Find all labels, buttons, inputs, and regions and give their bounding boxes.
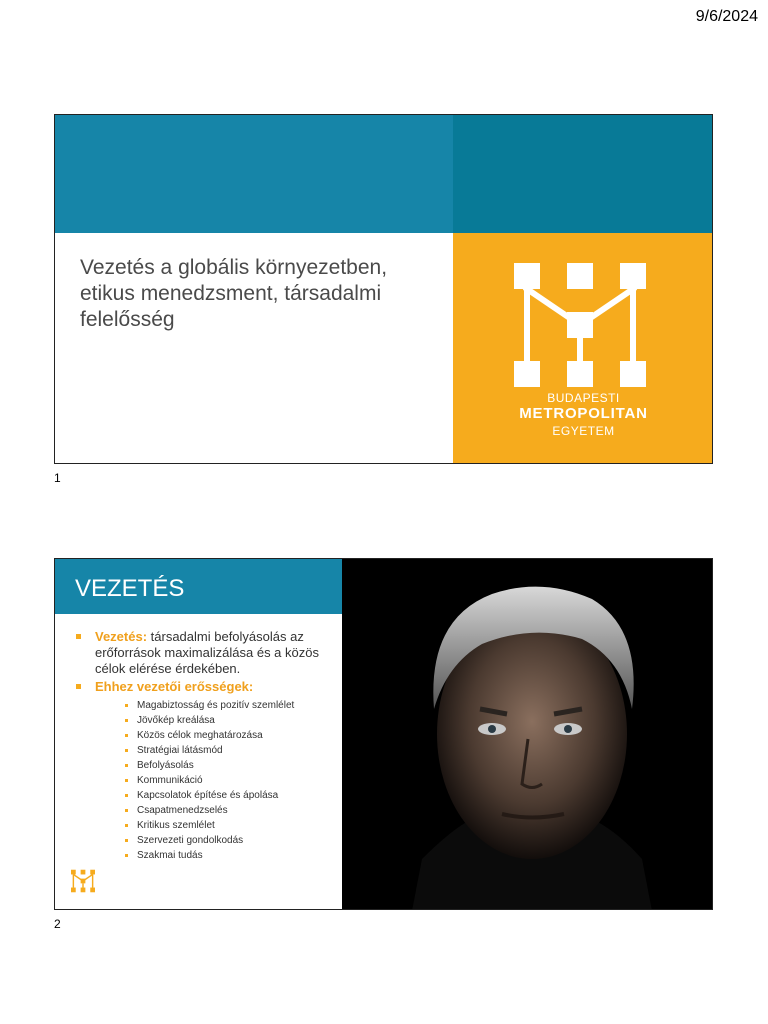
slide-title: Vezetés a globális környezetben, etikus menedzsment, társadalmi felelősség [80, 256, 388, 331]
bullet-text: társadalmi befolyásolás az erőforrások maximalizálása és a közös célok elérése érdekében. [95, 629, 319, 676]
list-item [95, 833, 335, 848]
bullet-square-icon [125, 809, 128, 812]
list-item [95, 713, 335, 728]
list-item-label: Jövőkép kreálása [137, 715, 215, 726]
bullet-square-icon [125, 839, 128, 842]
list-item [95, 743, 335, 758]
list-item-label: Magabiztosság és pozitív szemlélet [137, 700, 295, 711]
bullet-square-icon [125, 824, 128, 827]
list-item [95, 848, 335, 863]
title-bar [55, 559, 342, 614]
slide-number-2: 2 [54, 917, 61, 931]
header-band [55, 115, 453, 233]
slide-1 [54, 114, 713, 464]
slide-number-1: 1 [54, 471, 61, 485]
bullet-square-icon [125, 719, 128, 722]
strengths-list [95, 698, 335, 863]
list-item [95, 788, 335, 803]
list-item-label: Befolyásolás [137, 760, 194, 771]
list-item [95, 803, 335, 818]
bullet-keyword: Ehhez vezetői erősségek: [95, 679, 254, 694]
bullet-square-icon [125, 794, 128, 797]
list-item-label: Stratégiai látásmód [137, 745, 223, 756]
slide-title: VEZETÉS [75, 575, 185, 602]
bullet-square-icon [125, 764, 128, 767]
bme-logo-icon [514, 263, 646, 387]
list-item-label: Kritikus szemlélet [137, 820, 215, 831]
logo-panel [453, 233, 713, 464]
bullet-square-icon [76, 634, 81, 639]
list-item [95, 758, 335, 773]
portrait-image [342, 559, 713, 910]
bullet-square-icon [125, 779, 128, 782]
list-item-label: Kommunikáció [137, 775, 203, 786]
bullet-definition [73, 629, 335, 677]
logo-text-line3: EGYETEM [552, 424, 615, 438]
bullet-keyword: Vezetés: [95, 629, 148, 644]
bullet-square-icon [125, 854, 128, 857]
bullet-strengths [73, 679, 335, 863]
bullet-square-icon [125, 749, 128, 752]
list-item [95, 818, 335, 833]
bullet-square-icon [125, 734, 128, 737]
list-item-label: Szervezeti gondolkodás [137, 835, 244, 846]
logo-text-line1: BUDAPESTI [547, 391, 620, 405]
list-item-label: Csapatmenedzselés [137, 805, 228, 816]
portrait-photo [342, 559, 713, 910]
list-item-label: Közös célok meghatározása [137, 730, 263, 741]
list-item [95, 698, 335, 713]
bullet-square-icon [76, 684, 81, 689]
list-item [95, 773, 335, 788]
logo-text-line2: METROPOLITAN [519, 405, 648, 422]
header-band-dark [453, 115, 713, 233]
slide-content [73, 629, 335, 865]
bullet-square-icon [125, 704, 128, 707]
page-date: 9/6/2024 [695, 8, 758, 25]
list-item-label: Szakmai tudás [137, 850, 203, 861]
list-item [95, 728, 335, 743]
bme-logo-small-icon [71, 869, 95, 893]
slide-2 [54, 558, 713, 910]
list-item-label: Kapcsolatok építése és ápolása [137, 790, 279, 801]
